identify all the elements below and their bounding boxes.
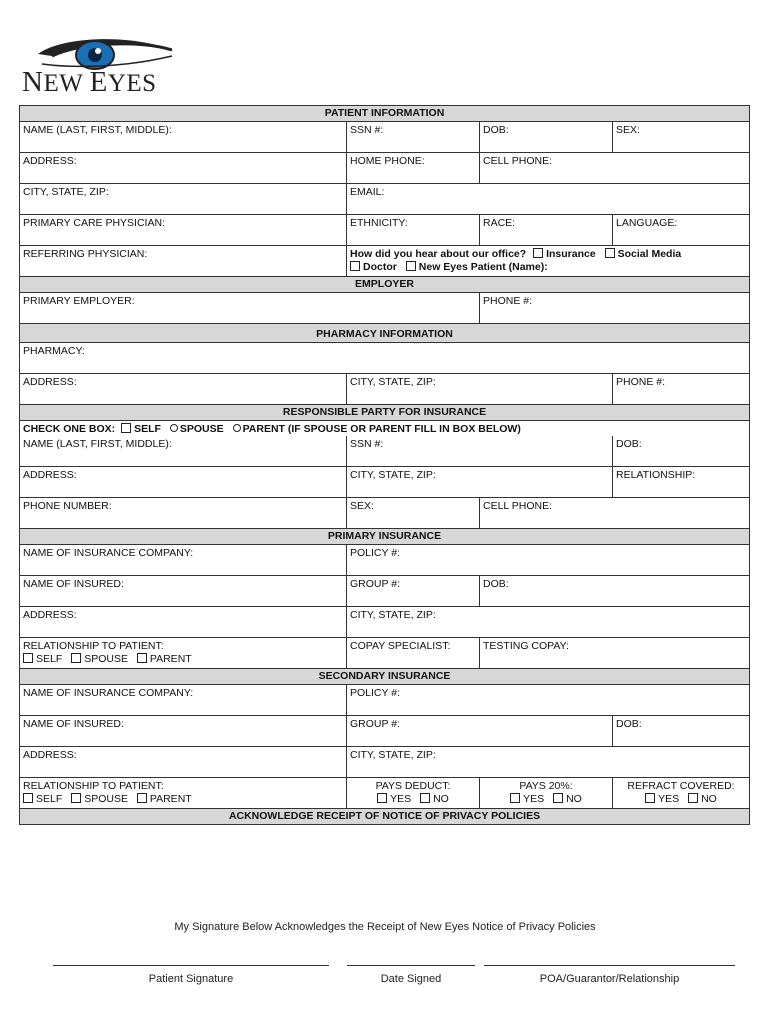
secondary-parent-checkbox[interactable] <box>137 793 147 803</box>
primary-insured-field[interactable]: NAME OF INSURED: <box>20 576 347 607</box>
primary-relationship-label: RELATIONSHIP TO PATIENT: <box>23 640 164 652</box>
patient-ethnicity-field[interactable]: ETHNICITY: <box>347 215 480 246</box>
patient-city-field[interactable]: CITY, STATE, ZIP: <box>20 184 347 215</box>
responsible-parent-radio[interactable] <box>233 424 241 432</box>
copay-specialist-field[interactable]: COPAY SPECIALIST: <box>347 638 480 669</box>
secondary-insured-field[interactable]: NAME OF INSURED: <box>20 716 347 747</box>
patient-race-field[interactable]: RACE: <box>480 215 613 246</box>
insurance-option-label: Insurance <box>546 248 596 260</box>
refract-no-label: NO <box>701 793 717 805</box>
pays-20-no-checkbox[interactable] <box>553 793 563 803</box>
responsible-spouse-label: SPOUSE <box>179 423 224 435</box>
primary-self-label: SELF <box>36 653 63 665</box>
secondary-spouse-label: SPOUSE <box>84 793 128 805</box>
primary-insurance-header: PRIMARY INSURANCE <box>20 529 750 545</box>
responsible-address-field[interactable]: ADDRESS: <box>20 467 347 498</box>
patient-pcp-field[interactable]: PRIMARY CARE PHYSICIAN: <box>20 215 347 246</box>
responsible-spouse-radio[interactable] <box>170 424 178 432</box>
primary-spouse-label: SPOUSE <box>84 653 128 665</box>
responsible-self-checkbox[interactable] <box>121 423 131 433</box>
secondary-dob-field[interactable]: DOB: <box>613 716 750 747</box>
pays-20-yes-checkbox[interactable] <box>510 793 520 803</box>
poa-signature-line[interactable] <box>484 965 735 966</box>
primary-self-checkbox[interactable] <box>23 653 33 663</box>
date-signed-label: Date Signed <box>380 973 442 985</box>
responsible-relationship-field[interactable]: RELATIONSHIP: <box>613 467 750 498</box>
primary-policy-field[interactable]: POLICY #: <box>347 545 750 576</box>
pays-deduct-label: PAYS DEDUCT: <box>375 780 451 792</box>
responsible-name-field[interactable]: NAME (LAST, FIRST, MIDDLE): <box>20 436 347 467</box>
secondary-relationship-group <box>20 778 347 809</box>
referral-question: How did you hear about our office? <box>350 248 527 260</box>
pharmacy-phone-field[interactable]: PHONE #: <box>613 374 750 405</box>
pays-20-no-label: NO <box>566 793 582 805</box>
patient-cell-phone-field[interactable]: CELL PHONE: <box>480 153 750 184</box>
acknowledgement-statement: My Signature Below Acknowledges the Receipt of New Eyes Notice of Privacy Policies <box>174 921 596 933</box>
social-media-option-label: Social Media <box>617 248 682 260</box>
social-media-checkbox[interactable] <box>605 248 615 258</box>
employer-phone-field[interactable]: PHONE #: <box>480 293 750 324</box>
refract-covered-label: REFRACT COVERED: <box>627 780 735 792</box>
secondary-spouse-checkbox[interactable] <box>71 793 81 803</box>
patient-referring-field[interactable]: REFERRING PHYSICIAN: <box>20 246 347 277</box>
pays-20-label: PAYS 20%: <box>519 780 573 792</box>
patient-home-phone-field[interactable]: HOME PHONE: <box>347 153 480 184</box>
primary-group-field[interactable]: GROUP #: <box>347 576 480 607</box>
referral-source-group <box>347 246 750 277</box>
doctor-checkbox[interactable] <box>350 261 360 271</box>
secondary-parent-label: PARENT <box>149 793 192 805</box>
doctor-option-label: Doctor <box>363 261 397 273</box>
secondary-self-checkbox[interactable] <box>23 793 33 803</box>
responsible-ssn-field[interactable]: SSN #: <box>347 436 613 467</box>
secondary-city-field[interactable]: CITY, STATE, ZIP: <box>347 747 750 778</box>
responsible-dob-field[interactable]: DOB: <box>613 436 750 467</box>
primary-parent-label: PARENT <box>149 653 192 665</box>
pays-deduct-yes-checkbox[interactable] <box>377 793 387 803</box>
patient-signature-label: Patient Signature <box>148 973 234 985</box>
pharmacy-field[interactable]: PHARMACY: <box>20 343 750 374</box>
primary-address-field[interactable]: ADDRESS: <box>20 607 347 638</box>
refract-yes-label: YES <box>658 793 680 805</box>
primary-city-field[interactable]: CITY, STATE, ZIP: <box>347 607 750 638</box>
primary-parent-checkbox[interactable] <box>137 653 147 663</box>
pays-deduct-no-checkbox[interactable] <box>420 793 430 803</box>
testing-copay-field[interactable]: TESTING COPAY: <box>480 638 750 669</box>
responsible-sex-field[interactable]: SEX: <box>347 498 480 529</box>
poa-label: POA/Guarantor/Relationship <box>539 973 680 985</box>
check-one-box-label: CHECK ONE BOX: <box>23 423 116 435</box>
employer-header: EMPLOYER <box>20 277 750 293</box>
secondary-group-field[interactable]: GROUP #: <box>347 716 613 747</box>
pays-deduct-group <box>347 778 480 809</box>
intake-form <box>19 105 750 825</box>
responsible-cell-field[interactable]: CELL PHONE: <box>480 498 750 529</box>
refract-yes-checkbox[interactable] <box>645 793 655 803</box>
responsible-parent-label: PARENT (IF SPOUSE OR PARENT FILL IN BOX BELOW) <box>242 423 521 435</box>
refract-no-checkbox[interactable] <box>688 793 698 803</box>
responsible-self-label: SELF <box>134 423 161 435</box>
pharmacy-city-field[interactable]: CITY, STATE, ZIP: <box>347 374 613 405</box>
new-eyes-patient-checkbox[interactable] <box>406 261 416 271</box>
insurance-checkbox[interactable] <box>533 248 543 258</box>
primary-dob-field[interactable]: DOB: <box>480 576 750 607</box>
primary-relationship-group <box>20 638 347 669</box>
responsible-check-row <box>20 421 750 437</box>
patient-name-field[interactable]: NAME (LAST, FIRST, MIDDLE): <box>20 122 347 153</box>
primary-company-field[interactable]: NAME OF INSURANCE COMPANY: <box>20 545 347 576</box>
secondary-address-field[interactable]: ADDRESS: <box>20 747 347 778</box>
patient-email-field[interactable]: EMAIL: <box>347 184 750 215</box>
secondary-insurance-header: SECONDARY INSURANCE <box>20 669 750 685</box>
pays-deduct-yes-label: YES <box>390 793 412 805</box>
secondary-company-field[interactable]: NAME OF INSURANCE COMPANY: <box>20 685 347 716</box>
patient-sex-field[interactable]: SEX: <box>613 122 750 153</box>
primary-employer-field[interactable]: PRIMARY EMPLOYER: <box>20 293 480 324</box>
patient-signature-line[interactable] <box>53 965 329 966</box>
patient-ssn-field[interactable]: SSN #: <box>347 122 480 153</box>
secondary-relationship-label: RELATIONSHIP TO PATIENT: <box>23 780 164 792</box>
new-eyes-patient-option-label: New Eyes Patient (Name): <box>418 261 548 273</box>
date-signed-line[interactable] <box>347 965 475 966</box>
company-name: NEW EYES <box>22 66 157 98</box>
pharmacy-address-field[interactable]: ADDRESS: <box>20 374 347 405</box>
responsible-phone-field[interactable]: PHONE NUMBER: <box>20 498 347 529</box>
patient-information-header: PATIENT INFORMATION <box>20 106 750 122</box>
responsible-party-header: RESPONSIBLE PARTY FOR INSURANCE <box>20 405 750 421</box>
secondary-policy-field[interactable]: POLICY #: <box>347 685 750 716</box>
pays-20-group <box>480 778 613 809</box>
secondary-self-label: SELF <box>36 793 63 805</box>
acknowledge-header: ACKNOWLEDGE RECEIPT OF NOTICE OF PRIVACY POLICIES <box>20 809 750 825</box>
pharmacy-information-header: PHARMACY INFORMATION <box>20 324 750 343</box>
patient-address-field[interactable]: ADDRESS: <box>20 153 347 184</box>
pays-deduct-no-label: NO <box>433 793 449 805</box>
responsible-city-field[interactable]: CITY, STATE, ZIP: <box>347 467 613 498</box>
refract-covered-group <box>613 778 750 809</box>
pays-20-yes-label: YES <box>523 793 545 805</box>
primary-spouse-checkbox[interactable] <box>71 653 81 663</box>
patient-language-field[interactable]: LANGUAGE: <box>613 215 750 246</box>
patient-dob-field[interactable]: DOB: <box>480 122 613 153</box>
